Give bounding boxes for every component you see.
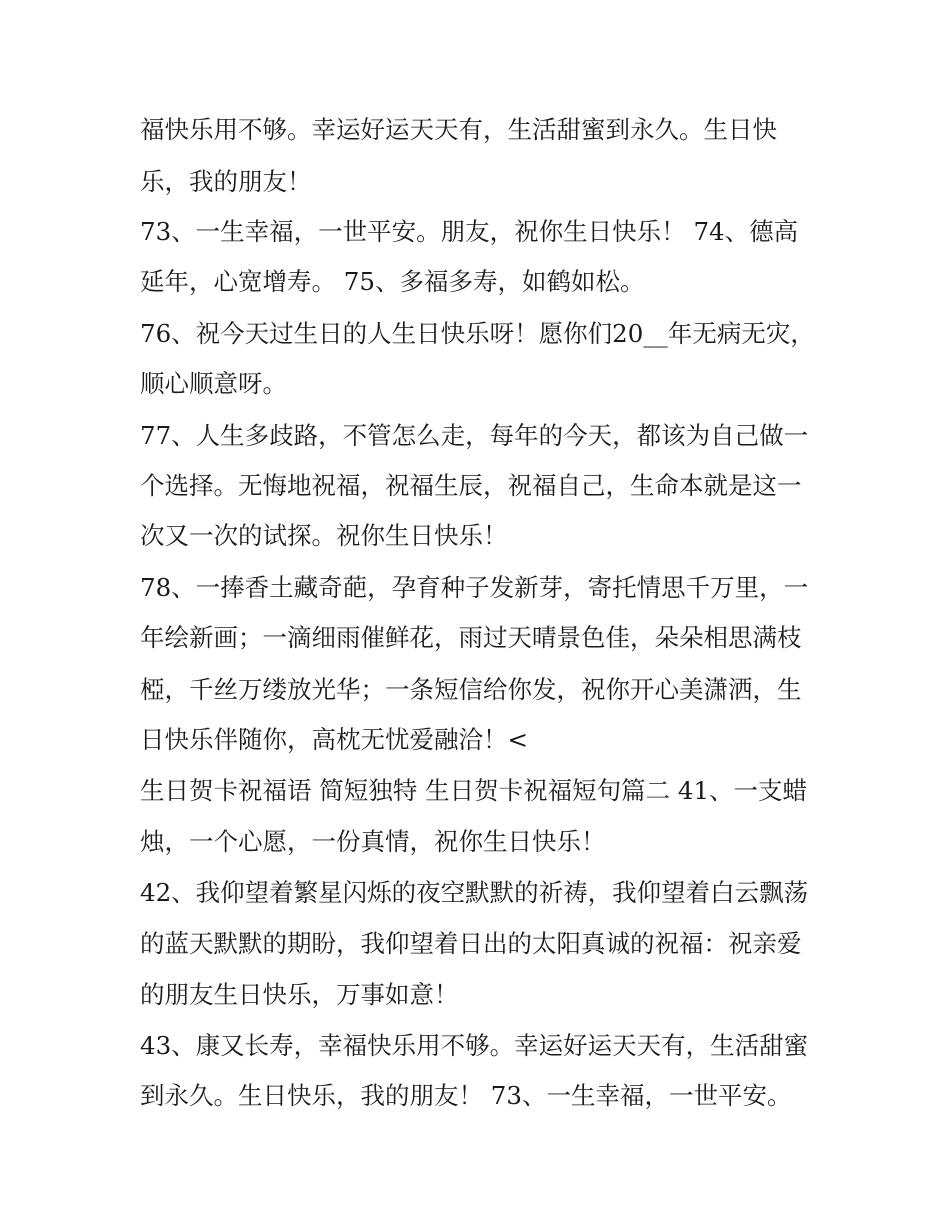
text-line: 到永久。生日快乐，我的朋友！ 73、一生幸福，一世平安。: [140, 1081, 792, 1110]
text-line: 的朋友生日快乐，万事如意！: [140, 980, 459, 1009]
text-line: 次又一次的试探。祝你生日快乐！: [140, 521, 508, 550]
text-line: 42、我仰望着繁星闪烁的夜空默默的祈祷，我仰望着白云飘荡: [140, 878, 809, 907]
text-line: 烛，一个心愿，一份真情，祝你生日快乐！: [140, 827, 606, 856]
text-line: 43、康又长寿，幸福快乐用不够。幸运好运天天有，生活甜蜜: [140, 1031, 809, 1060]
text-line: 日快乐伴随你，高枕无忧爱融洽！<: [140, 725, 529, 754]
text-line: 76、祝今天过生日的人生日快乐呀！愿你们20__年无病无灾，: [140, 319, 815, 348]
text-line: 78、一捧香土藏奇葩，孕育种子发新芽，寄托情思千万里，一: [140, 573, 809, 602]
text-line: 福快乐用不够。幸运好运天天有，生活甜蜜到永久。生日快: [140, 115, 777, 144]
text-line: 的蓝天默默的期盼，我仰望着日出的太阳真诚的祝福：祝亲爱: [140, 929, 802, 958]
text-line: 个选择。无悔地祝福，祝福生辰，祝福自己，生命本就是这一: [140, 471, 802, 500]
text-line: 延年，心宽增寿。 75、多福多寿，如鹤如松。: [140, 267, 645, 296]
text-line: 73、一生幸福，一世平安。朋友，祝你生日快乐！ 74、德高: [140, 217, 799, 246]
text-line: 乐，我的朋友！: [140, 167, 312, 196]
text-line: 77、人生多歧路，不管怎么走，每年的今天，都该为自己做一: [140, 421, 809, 450]
text-line: 椏，千丝万缕放光华；一条短信给你发，祝你开心美潇洒，生: [140, 675, 802, 704]
text-line: 顺心顺意呀。: [140, 369, 287, 398]
text-line: 生日贺卡祝福语 简短独特 生日贺卡祝福短句篇二 41、一支蜡: [140, 776, 808, 805]
text-line: 年绘新画；一滴细雨催鲜花，雨过天晴景色佳，朵朵相思满枝: [140, 623, 802, 652]
